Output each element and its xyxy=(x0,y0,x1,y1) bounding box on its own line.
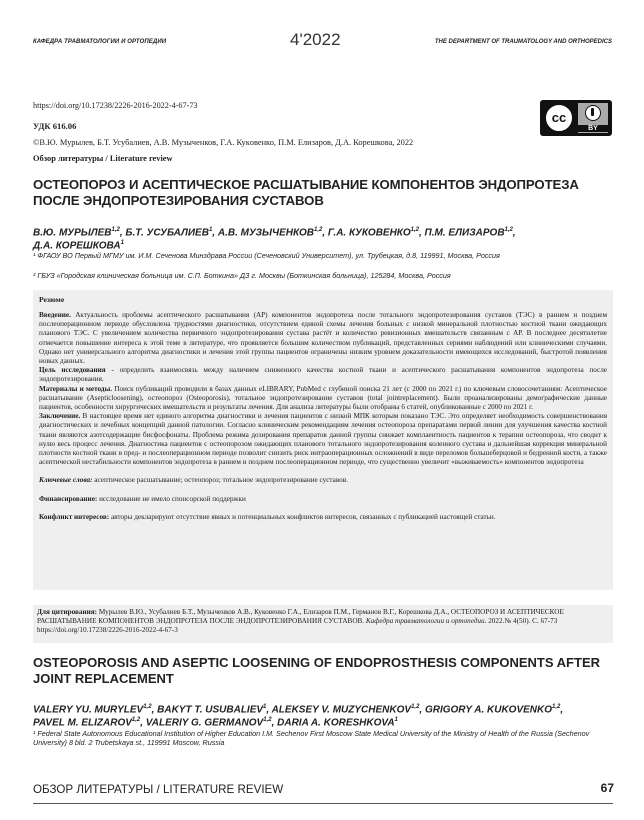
abstract-conclusion xyxy=(39,412,607,467)
keywords-line xyxy=(39,476,607,485)
authors-ru-line-2: Д.А. КОРЕШКОВА$^1$ xyxy=(33,240,124,252)
issue-number: 4'2022 xyxy=(290,30,341,49)
keywords-label: Ключевые слова: xyxy=(39,476,93,485)
by-panel xyxy=(578,103,608,133)
authors-en-line-2: PAVEL M. ELIZAROV$^{1,2}$, VALERIY G. GERMANOV$^{1,2}$, DARIA A. KORESHKOVA$^1$ xyxy=(33,717,398,729)
copyright-line: ©В.Ю. Мурылев, Б.Т. Усубалиев, А.В. Музыченков, Г.А. Кукoвенко, П.М. Елизаров, Д.А. Корешкова, 2022 xyxy=(33,138,414,147)
running-header-left: КАФЕДРА ТРАВМАТОЛОГИИ И ОРТОПЕДИИ xyxy=(33,39,167,45)
abstract-methods xyxy=(39,385,607,413)
methods-label: Материалы и методы. xyxy=(39,384,112,393)
intro-text: Актуальность проблемы асептического расшатывания (АР) компонентов эндопротеза после тотального эндопротезирования суставов (ТЭС) в раннем и позднем послеоперационном периоде обусловлена трудностями диагностики, отсутствием единой схемы лечения больных с низкой минеральной плотностью костной ткани ожидающих планового ТЭС. С увеличением количества первичного эндопротезирования сустава растёт и количество ревизионных вмешательств связанным с АР. В последнее десятилетие отмечается повышение интереса к этой теме в литературе, что проявляется большим количеством публикаций, представленных сериями наблюдений или клиническими случаями. Однако нет универсального алгоритма диагностики и лечения этой группы пациентов ограничены низким уровнем доказательности имеющихся исследований, быстротой появления новых данных. xyxy=(39,311,607,366)
by-label: BY xyxy=(578,125,608,132)
authors-ru-line-1: В.Ю. МУРЫЛЕВ$^{1,2}$, Б.Т. УСУБАЛИЕВ$^1$, А.В. МУЗЫЧЕНКОВ$^{1,2}$, Г.А. КУКОВЕНКО$^{1,2}$, П.М. ЕЛИЗАРОВ$^{1,2}$, xyxy=(33,227,516,239)
citation-label: Для цитирования: xyxy=(37,608,98,616)
authors-en-line-1: VALERY YU. MURYLEV$^{1,2}$, BAKYT T. USUBALIEV$^1$, ALEKSEY V. MUZYCHENKOV$^{1,2}$, GRIGORY A. KUKOVENKO$^{1,2}$, xyxy=(33,704,564,716)
methods-text: Поиск публикаций проводили в базах данных eLIBRARY, PubMed с глубиной поиска 21 лет (с 2000 по 2021 г.) по ключевым словосочетаниям: Асептическое расшатывание (Asepticloosening), остеопороз (Osteoporosis), тотальное эндопротезирование суставов (total jointreplacement). Были проанализированы демографические данные пациентов, особенности хирургических вмешательств и результаты лечения. Для анализа литературы были отобраны 6 статей, опубликованные с 2000 по 2021 г. xyxy=(39,384,607,412)
page-number: 67 xyxy=(600,781,614,795)
abstract-heading: Резюме xyxy=(39,295,65,304)
cc-by-license-badge[interactable] xyxy=(540,100,612,136)
footer-divider xyxy=(33,803,613,804)
conflict-text: авторы декларируют отсутствие явных и потенциальных конфликтов интересов, связанных с публикацией настоящей статьи. xyxy=(109,512,496,521)
citation-journal: Кафедра травматологии и ортопедии. xyxy=(365,617,487,626)
abstract-box xyxy=(33,290,613,590)
keywords-text: асептическое расшатывание; остеопороз; тотальное эндопротезирование суставов. xyxy=(92,476,348,485)
aim-label: Цель исследования xyxy=(39,366,106,375)
abstract-aim xyxy=(39,366,607,384)
affiliation-en-1: ¹ Federal State Autonomous Educational Institution of Higher Education I.M. Sechenov First Moscow State Medical University of the Ministry of Health of the Russia (Sechenov University) 8 bld. 2 Trubetskaya st., 119991 Moscow, Russia xyxy=(33,729,590,747)
cc-icon: cc xyxy=(544,103,574,133)
citation-text xyxy=(33,605,613,636)
funding-text: исследование не имело спонсорской поддержки xyxy=(97,494,246,503)
citation-body: Мурылев В.Ю., Усубалиев Б.Т., Музыченков А.В., Куковенко Г.А., Елизаров П.М., Германов В.Г., Корешкова Д.А., ОСТЕОПОРОЗ И АСЕПТИЧЕСКОЕ РАСШАТЫВАНИЕ КОМПОНЕНТОВ ЭНДОПРОТЕЗА ПОСЛЕ ЭНДОПРОТЕЗИРОВАНИЯ СУСТАВОВ. xyxy=(37,608,564,626)
attribution-person-icon xyxy=(585,105,601,121)
article-title-en: OSTEOPOROSIS AND ASEPTIC LOOSENING OF ENDOPROSTHESIS COMPONENTS AFTER JOINT REPLACEMENT xyxy=(33,655,600,686)
running-header-right: THE DEPARTMENT OF TRAUMATOLOGY AND ORTHOPEDICS xyxy=(434,39,612,45)
article-type: Обзор литературы / Literature review xyxy=(33,154,173,163)
abstract-introduction xyxy=(39,311,607,366)
conclusion-text: В настоящее время нет единого алгоритма диагностики и лечения пациентов с низкой МПК которым показано ТЭС. Это определяет необходимость совершенствования диагностических и лечебных концепций данной патологии. Согласно клиническим рекомендациям лечения остеопороза препаратами первой линии для улучшения качества костной ткани являются азотсодержащие бисфосфонаты. Проблема режима дозирования препаратов данной группы снижает комплаентность пациентов к терапии остеопороза, что сводит к нулю весь процесс лечения. Диагностика пациентов с остеопорозом ожидающих планового тотального эндопротезирования коленного сустава и дальнейшая коррекция минеральной плотности костной ткани в пред- и послеоперационном периоде позволит снизить риск интраоперационных осложнений в виде переломов большеберцовой и бедренной кости, а также асептической нестабильности компонентов эндопротеза в раннем и позднем послеоперационном периоде, что существенно увеличит «выживаемость» компонентов эндопротеза xyxy=(39,412,607,467)
funding-line xyxy=(39,495,607,504)
footer-section: ОБЗОР ЛИТЕРАТУРЫ / LITERATURE REVIEW xyxy=(33,783,284,796)
citation-tail: 2022.№ 4(50). С. 67-73 https://doi.org/10.17238/2226-2016-2022-4-67-3 xyxy=(37,617,558,635)
conflict-label: Конфликт интересов: xyxy=(39,512,110,521)
article-title-ru: ОСТЕОПОРОЗ И АСЕПТИЧЕСКОЕ РАСШАТЫВАНИЕ КОМПОНЕНТОВ ЭНДОПРОТЕЗА ПОСЛЕ ЭНДОПРОТЕЗИРОВАНИЯ СУСТАВОВ xyxy=(33,177,579,208)
funding-label: Финансирование: xyxy=(39,494,98,503)
doi-link[interactable]: https://doi.org/10.17238/2226-2016-2022-4-67-73 xyxy=(33,101,198,110)
affiliation-ru-1: ¹ ФГАОУ ВО Первый МГМУ им. И.М. Сеченова Минздрава России (Сеченовский Университет), ул. Трубецкая, д.8, 119991, Москва, Россия xyxy=(33,251,500,260)
citation-box xyxy=(33,605,613,643)
udk-code: УДК 616.06 xyxy=(33,121,77,131)
affiliation-ru-2: ² ГБУЗ «Городская клиническая больница им. С.П. Боткина» ДЗ г. Москвы (Боткинская больница), 125284, Москва, Россия xyxy=(33,271,451,280)
aim-text: - определить взаимосвязь между наличием сниженного качества костной ткани и асептического расшатывания компонентов эндопротеза после эндопротезирования. xyxy=(39,366,607,384)
intro-label: Введение. xyxy=(39,311,71,319)
conclusion-label: Заключение. xyxy=(39,412,81,421)
conflict-line xyxy=(39,513,607,522)
